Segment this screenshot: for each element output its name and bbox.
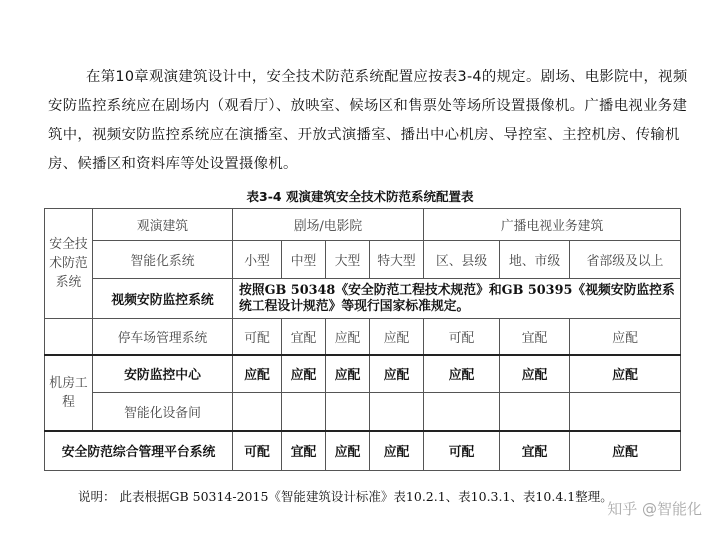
row-spacer [45, 319, 93, 355]
cell: 宜配 [500, 319, 570, 355]
row-parking [45, 319, 681, 355]
level-province: 省部级及以上 [570, 241, 681, 279]
size-large: 大型 [326, 241, 370, 279]
cell: 应配 [570, 319, 681, 355]
row-name: 安全防范综合管理平台系统 [45, 431, 233, 471]
cell: 可配 [424, 319, 500, 355]
cell: 应配 [326, 431, 370, 471]
cell [570, 393, 681, 431]
row-name: 停车场管理系统 [93, 319, 233, 355]
config-table [44, 208, 681, 471]
cell [370, 393, 424, 431]
level-city: 地、市级 [500, 241, 570, 279]
cell [282, 393, 326, 431]
cell [326, 393, 370, 431]
group-security-cell: 安全技术防范系统 [45, 209, 93, 319]
cell: 可配 [424, 431, 500, 471]
cell [424, 393, 500, 431]
cell [233, 393, 282, 431]
intro-paragraph [48, 63, 688, 179]
size-xlarge: 特大型 [370, 241, 424, 279]
row-name: 智能化设备间 [93, 393, 233, 431]
cell: 宜配 [500, 431, 570, 471]
video-standard-note: 按照GB 50348《安全防范工程技术规范》和GB 50395《视频安防监控系统工程设计规范》等现行国家标准规定。 [233, 279, 681, 319]
header-row-1 [45, 209, 681, 241]
row-monitor-center [45, 355, 681, 393]
cell: 应配 [500, 355, 570, 393]
system-label: 智能化系统 [93, 241, 233, 279]
row-name: 安防监控中心 [93, 355, 233, 393]
cell: 应配 [570, 431, 681, 471]
level-county: 区、县级 [424, 241, 500, 279]
cell: 应配 [370, 319, 424, 355]
header-row-2 [45, 241, 681, 279]
cell: 应配 [282, 355, 326, 393]
cell: 应配 [326, 319, 370, 355]
cell [500, 393, 570, 431]
cell: 可配 [233, 431, 282, 471]
group-machine-room-cell: 机房工程 [45, 355, 93, 431]
size-medium: 中型 [282, 241, 326, 279]
cell: 宜配 [282, 319, 326, 355]
row-integrated-platform [45, 431, 681, 471]
watermark: 知乎 @智能化 [607, 500, 702, 518]
note-text: 说明： 此表根据GB 50314-2015《智能建筑设计标准》表10.2.1、表10.3.1、表10.4.1整理。 [78, 489, 613, 504]
cell: 应配 [424, 355, 500, 393]
group-broadcast-header: 广播电视业务建筑 [424, 209, 681, 241]
building-type-label: 观演建筑 [93, 209, 233, 241]
row-equipment-room [45, 393, 681, 431]
cell: 宜配 [282, 431, 326, 471]
row-video-surveillance [45, 279, 681, 319]
intro-text: 在第10章观演建筑设计中，安全技术防范系统配置应按表3-4的规定。剧场、电影院中，视频安防监控系统应在剧场内（观看厅）、放映室、候场区和售票处等场所设置摄像机。广播电视业务建筑中，视频安防监控系统应在演播室、开放式演播室、播出中心机房、导控室、主控机房、传输机房、候播区和资料库等处设置摄像机。 [48, 69, 688, 172]
group-theater-header: 剧场/电影院 [233, 209, 424, 241]
table-caption: 表3-4 观演建筑安全技术防范系统配置表 [246, 189, 474, 204]
cell: 可配 [233, 319, 282, 355]
cell: 应配 [370, 355, 424, 393]
cell: 应配 [326, 355, 370, 393]
table-note [40, 484, 690, 510]
cell: 应配 [370, 431, 424, 471]
cell: 应配 [233, 355, 282, 393]
cell: 应配 [570, 355, 681, 393]
row-name: 视频安防监控系统 [93, 279, 233, 319]
size-small: 小型 [233, 241, 282, 279]
